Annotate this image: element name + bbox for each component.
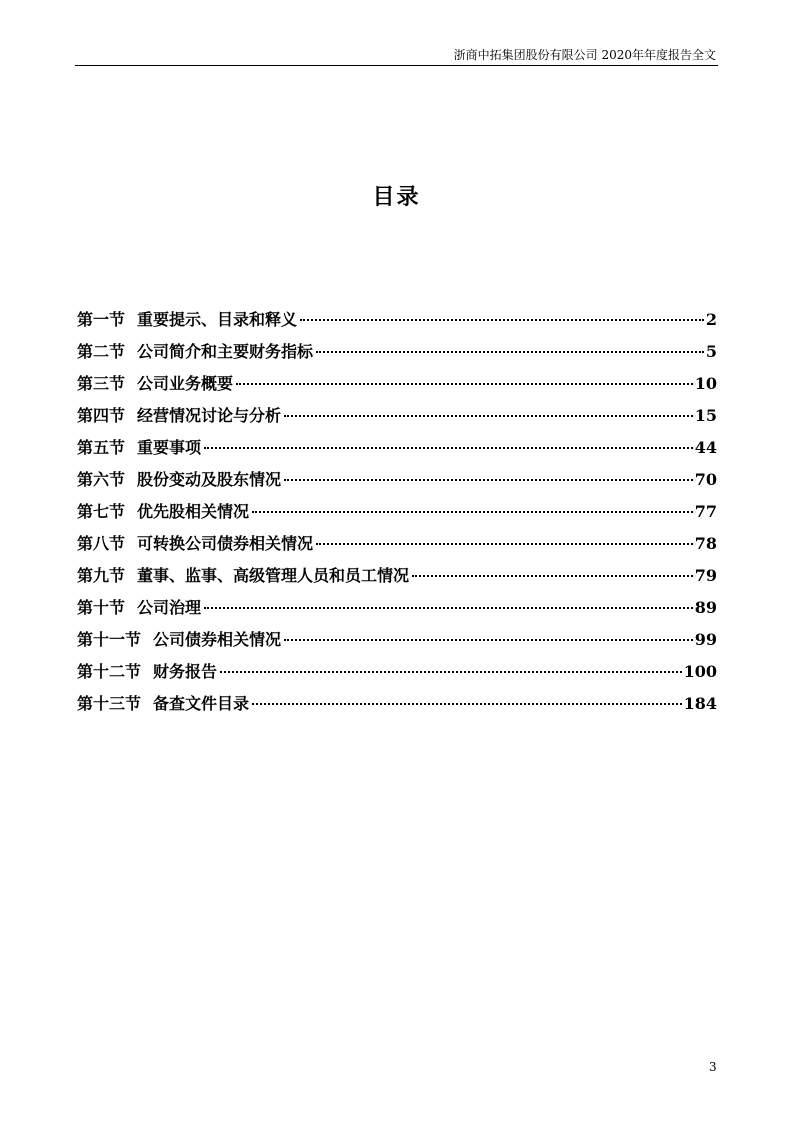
toc-section-number: 第七节 (77, 502, 126, 521)
running-header: 浙商中拓集团股份有限公司 2020年年度报告全文 (453, 48, 716, 62)
toc-page-number: 78 (694, 534, 717, 553)
toc-entry[interactable] (77, 338, 717, 370)
toc-dot-leader (252, 511, 693, 513)
header-rule (75, 65, 718, 66)
page-title: 目录 (372, 185, 421, 210)
page-number: 3 (709, 1060, 717, 1074)
toc-entry[interactable] (77, 690, 717, 722)
toc-section-title: 公司业务概要 (137, 374, 234, 393)
toc-section-title: 备查文件目录 (153, 694, 250, 713)
toc-section-number: 第十三节 (77, 694, 142, 713)
toc-section-title: 重要事项 (137, 438, 202, 457)
toc-entry[interactable] (77, 434, 717, 466)
toc-section-number: 第二节 (77, 342, 126, 361)
toc-dot-leader (316, 351, 704, 353)
toc-entry[interactable] (77, 306, 717, 338)
toc-dot-leader (316, 543, 693, 545)
toc-section-number: 第四节 (77, 406, 126, 425)
toc-entry[interactable] (77, 370, 717, 402)
toc-page-number: 2 (705, 310, 717, 329)
toc-dot-leader (204, 607, 693, 609)
toc-section-title: 财务报告 (153, 662, 218, 681)
toc-page-number: 79 (694, 566, 717, 585)
toc-dot-leader (284, 415, 693, 417)
toc-section-number: 第八节 (77, 534, 126, 553)
toc-dot-leader (236, 383, 693, 385)
toc-section-number: 第九节 (77, 566, 126, 585)
toc-dot-leader (284, 639, 693, 641)
toc-entry[interactable] (77, 466, 717, 498)
toc-section-number: 第三节 (77, 374, 126, 393)
toc-entry[interactable] (77, 658, 717, 690)
toc-dot-leader (252, 703, 682, 705)
toc-page-number: 89 (694, 598, 717, 617)
toc-section-number: 第十二节 (77, 662, 142, 681)
toc-dot-leader (412, 575, 693, 577)
toc-section-title: 股份变动及股东情况 (137, 470, 282, 489)
toc-section-title: 优先股相关情况 (137, 502, 250, 521)
toc-entry[interactable] (77, 626, 717, 658)
toc-page-number: 100 (683, 662, 717, 681)
toc-page-number: 99 (694, 630, 717, 649)
toc-section-number: 第五节 (77, 438, 126, 457)
toc-dot-leader (284, 479, 693, 481)
toc-section-title: 公司治理 (137, 598, 202, 617)
toc-section-number: 第一节 (77, 310, 126, 329)
toc-page-number: 184 (683, 694, 717, 713)
toc-entry[interactable] (77, 530, 717, 562)
table-of-contents (77, 306, 717, 722)
toc-section-number: 第十节 (77, 598, 126, 617)
toc-page-number: 70 (694, 470, 717, 489)
toc-page-number: 5 (705, 342, 717, 361)
toc-dot-leader (204, 447, 693, 449)
toc-section-title: 重要提示、目录和释义 (137, 310, 298, 329)
toc-section-title: 公司简介和主要财务指标 (137, 342, 314, 361)
toc-dot-leader (220, 671, 682, 673)
toc-entry[interactable] (77, 594, 717, 626)
toc-entry[interactable] (77, 498, 717, 530)
toc-page-number: 15 (694, 406, 717, 425)
toc-section-title: 董事、监事、高级管理人员和员工情况 (137, 566, 410, 585)
toc-section-number: 第六节 (77, 470, 126, 489)
toc-page-number: 77 (694, 502, 717, 521)
toc-entry[interactable] (77, 402, 717, 434)
toc-entry[interactable] (77, 562, 717, 594)
toc-section-title: 可转换公司债券相关情况 (137, 534, 314, 553)
toc-page-number: 10 (694, 374, 717, 393)
toc-dot-leader (300, 319, 704, 321)
toc-section-title: 经营情况讨论与分析 (137, 406, 282, 425)
toc-section-title: 公司债券相关情况 (153, 630, 282, 649)
toc-section-number: 第十一节 (77, 630, 142, 649)
toc-page-number: 44 (694, 438, 717, 457)
